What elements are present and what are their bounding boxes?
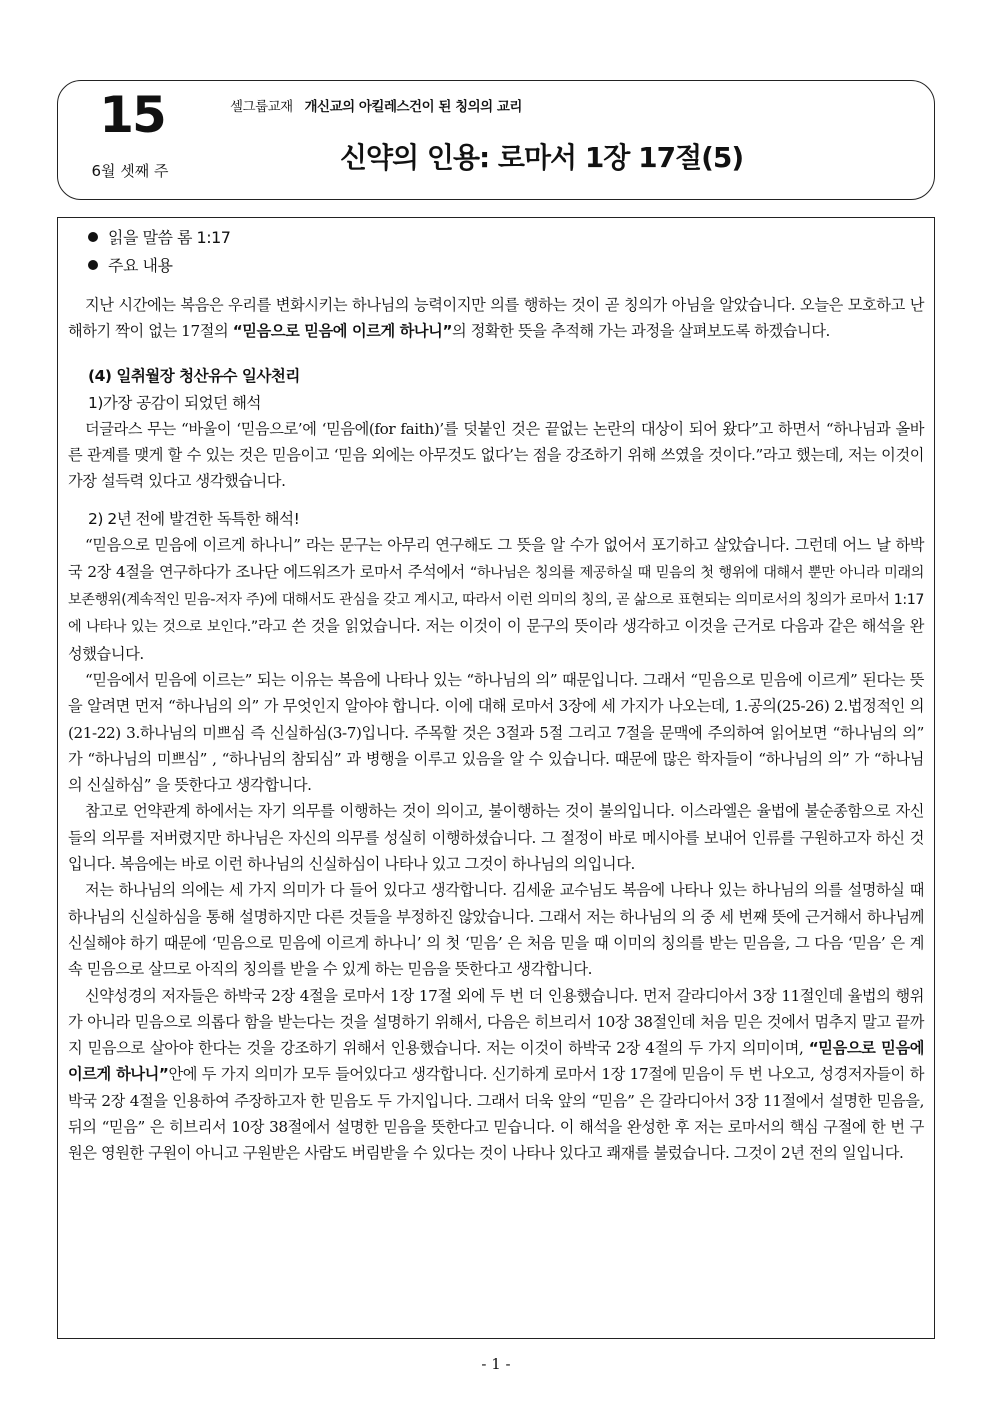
subsection-heading-1: 1)가장 공감이 되었던 해석 [88,393,261,412]
intro-text-1: 지난 시간에는 복음은 우리를 변화시키는 하나님의 능력이지만 의를 행하는 것이 곧 칭의가 아님을 알았습니다. 오늘은 모호하고 난해하기 짝이 없는 17절의 [68,296,924,341]
content-box [57,217,935,1339]
paragraph-text: 라고 쓴 것을 읽었습니다. 저는 이것이 이 문구의 뜻이라 생각하고 이것을 근거로 다음과 같은 해석을 완성했습니다. [68,617,924,663]
section-heading: (4) 일취월장 청산유수 일사천리 [88,366,300,385]
paragraph: 더글라스 무는 “바울이 ‘믿음으로’에 ‘믿음에(for faith)’를 덧붙인 것은 끝없는 논란의 대상이 되어 왔다”고 하면서 “하나님과 올바른 관계를 맺게 할 수 있는 것은 믿음이고 ‘믿음 외에는 아무것도 없다’는 점을 강조하기 위해 쓰였을 것이다.”라고 했는데, 저는 이것이 가장 설득력 있다고 생각했습니다. [68,419,924,491]
lesson-week: 6월 셋째 주 [91,162,169,180]
intro-text-2: 의 정확한 뜻을 추적해 가는 과정을 살펴보도록 하겠습니다. [452,322,830,341]
paragraph: 저는 하나님의 의에는 세 가지 의미가 다 들어 있다고 생각합니다. 김세윤 교수님도 복음에 나타나 있는 하나님의 의를 설명하실 때 하나님의 신실하심을 통해 설명하지만 다른 것들을 부정하진 않았습니다. 그래서 저는 하나님의 의 중 세 번째 뜻에 근거해서 하나님께 신실해야 하기 때문에 ‘믿음으로 믿음에 이르게 하나니’ 의 첫 ‘믿음’ 은 처음 믿을 때 이미의 칭의를 받는 믿음을, 그 다음 ‘믿음’ 은 계속 믿음으로 살므로 아직의 칭의를 받을 수 있게 하는 믿음을 뜻한다고 생각합니다. [68,881,924,979]
subsection-heading-2: 2) 2년 전에 발견한 독특한 해석! [88,510,300,529]
summary-bullet [68,252,924,280]
reading-bullet [68,224,924,252]
series-title: 개신교의 아킬레스건이 된 칭의의 교리 [304,99,522,115]
series-line [230,95,522,115]
series-label: 셀그룹교재 [230,99,293,115]
lesson-number: 15 [99,86,165,144]
paragraph-text: 신약성경의 저자들은 하박국 2장 4절을 로마서 1장 17절 외에 두 번 더 인용했습니다. 먼저 갈라디아서 3장 11절인데 율법의 행위가 아니라 믿음으로 의롭다 함을 받는다는 것을 설명하기 위해서, 다음은 히브리서 10장 38절인데 처음 믿은 것에서 멈추지 말고 끝까지 믿음으로 살아야 한다는 것을 강조하기 위해서 인용했습니다. 저는 이것이 하박국 2장 4절의 두 가지 의미이며, [68,986,924,1058]
paragraph-text: 안에 두 가지 의미가 모두 들어있다고 생각합니다. 신기하게 로마서 1장 17절에 믿음이 두 번 나오고, 성경저자들이 하박국 2장 4절을 인용하여 주장하고자 한 믿음도 두 가지입니다. 그래서 더욱 앞의 “믿음” 은 갈라디아서 3장 11절에서 설명한 믿음을, 뒤의 “믿음” 은 히브리서 10장 38절에서 설명한 믿음을 뜻한다고 믿습니다. 이 해석을 완성한 후 저는 로마서의 핵심 구절에 한 번 구원은 영원한 구원이 아니고 구원받은 사람도 버림받을 수 있다는 것이 나타나 있다고 쾌재를 불렀습니다. 그것이 2년 전의 일입니다. [68,1065,924,1163]
intro-paragraph [68,292,924,345]
paragraph-emphasis: “믿음으로 믿음에 이르게 하나니” [68,1039,924,1084]
reading-text: 읽을 말씀 롬 1:17 [108,228,231,247]
quote-text: “하나님은 칭의를 제공하실 때 믿음의 첫 행위에 대해서 뿐만 아니라 미래의 보존행위(계속적인 믿음-저자 주)에 대해서도 관심을 갖고 계시고, 따라서 이런 의미의 칭의, 곧 삶으로 표현되는 의미로서의 칭의가 로마서 1:17에 나타나 있는 것으로 보인다.” [68,564,924,636]
bullet-dot-icon [88,260,98,270]
summary-text: 주요 내용 [108,256,173,275]
intro-emphasis: “믿음으로 믿음에 이르게 하나니” [232,322,453,341]
paragraph-text: “믿음으로 믿음에 이르게 하나니” 라는 문구는 아무리 연구해도 그 뜻을 알 수가 없어서 포기하고 살았습니다. 그런데 어느 날 하박국 2장 4절을 연구하다가 조나단 에드워즈가 로마서 주석에서 [68,536,924,581]
paragraph: 참고로 언약관계 하에서는 자기 의무를 이행하는 것이 의이고, 불이행하는 것이 불의입니다. 이스라엘은 율법에 불순종함으로 자신들의 의무를 저버렸지만 하나님은 자신의 의무를 성실히 이행하셨습니다. 그 절정이 바로 메시아를 보내어 인류를 구원하고자 하신 것입니다. 복음에는 바로 이런 하나님의 신실하심이 나타나 있고 그것이 하나님의 의입니다. [68,802,924,874]
paragraph [68,532,924,666]
page-title: 신약의 인용: 로마서 1장 17절(5) [340,141,744,174]
page-number: - 1 - [481,1355,511,1373]
paragraph: “믿음에서 믿음에 이르는” 되는 이유는 복음에 나타나 있는 “하나님의 의” 때문입니다. 그래서 “믿음으로 믿음에 이르게” 된다는 뜻을 알려면 먼저 “하나님의 의” 가 무엇인지 알아야 합니다. 이에 대해 로마서 3장에 세 가지가 나오는데, 1.공의(25-26) 2.법정적인 의(21-22) 3.하나님의 미쁘심 즉 신실하심(3-7)입니다. 주목할 것은 3절과 5절 그리고 7절을 문맥에 주의하여 읽어보면 “하나님의 의” 가 “하나님의 미쁘심” , “하나님의 참되심” 과 병행을 이루고 있음을 알 수 있습니다. 때문에 많은 학자들이 “하나님의 의” 가 “하나님의 신실하심” 을 뜻한다고 생각합니다. [68,670,924,795]
paragraph [68,983,924,1167]
bullet-dot-icon [88,232,98,242]
